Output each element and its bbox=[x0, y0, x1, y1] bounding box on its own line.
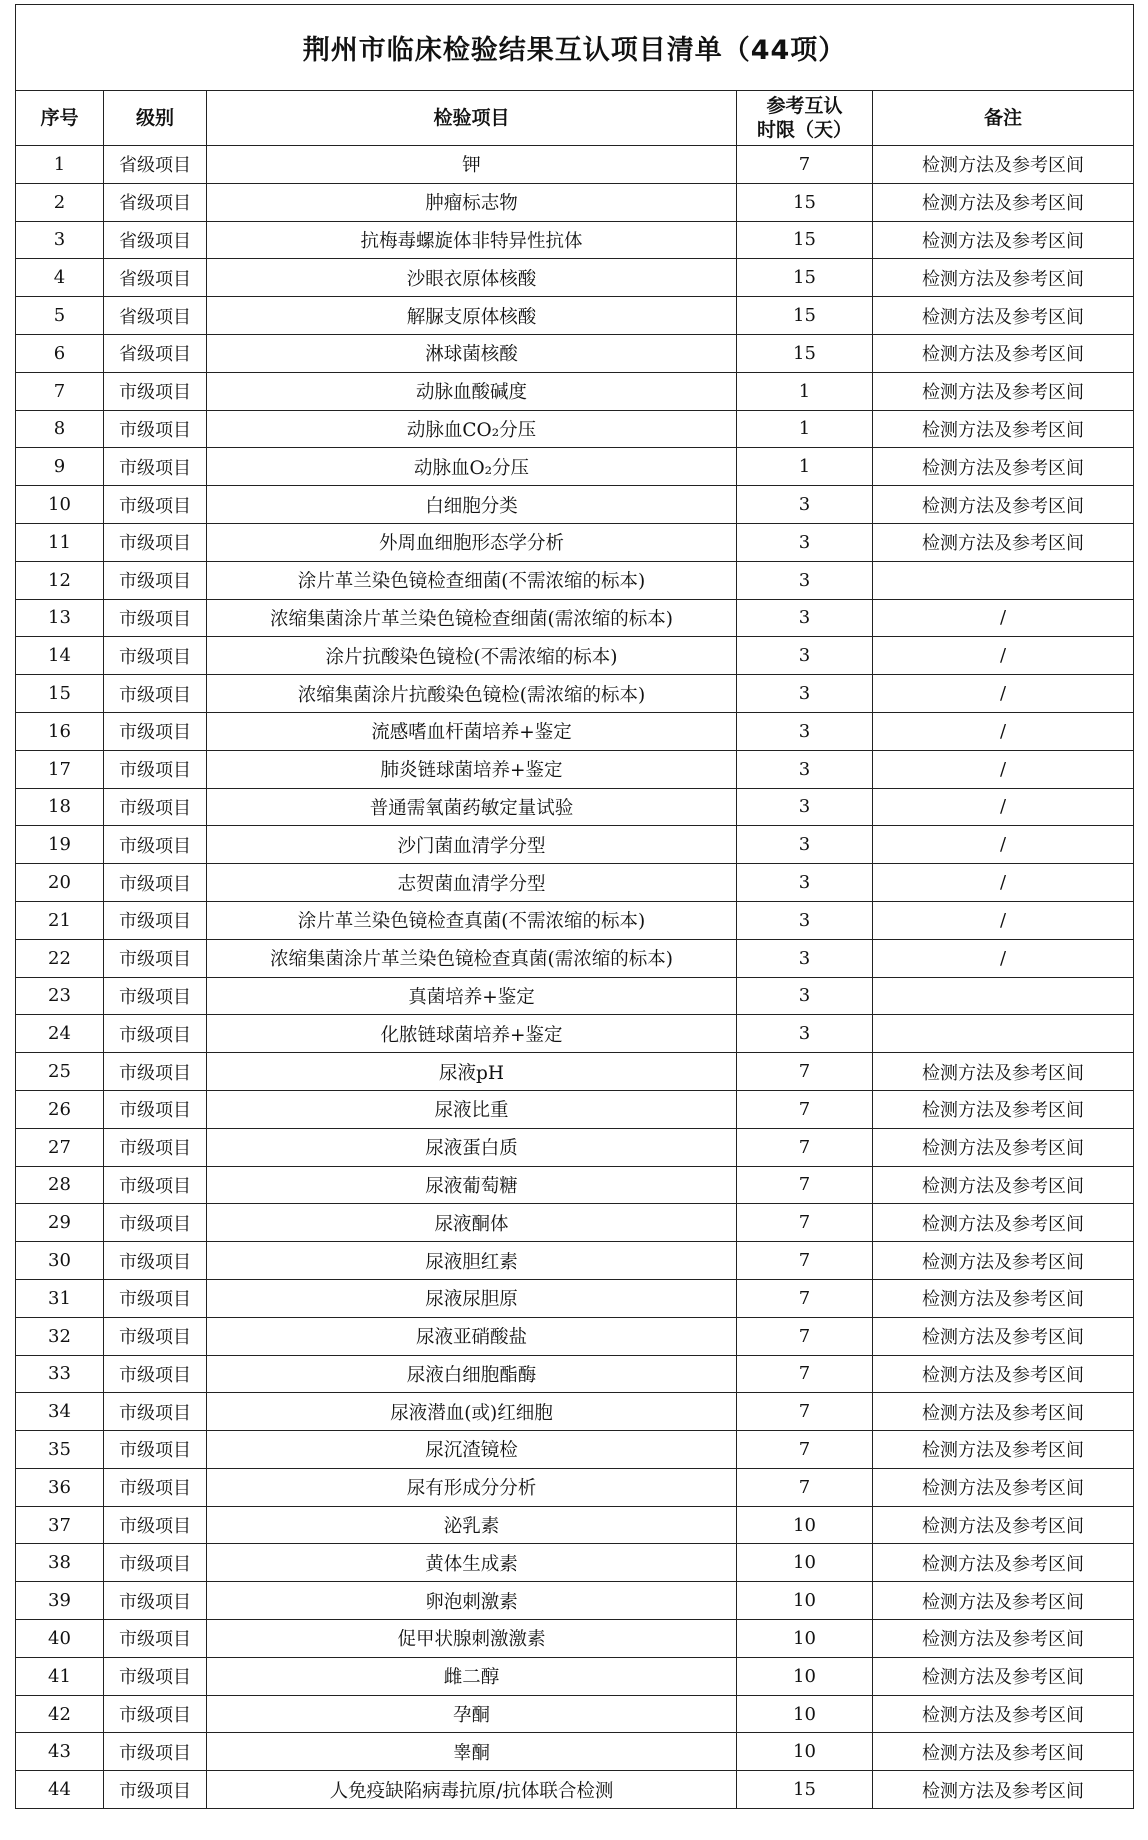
cell-item: 动脉血O₂分压 bbox=[207, 448, 737, 486]
cell-no: 29 bbox=[16, 1204, 104, 1242]
cell-note: 检测方法及参考区间 bbox=[873, 448, 1134, 486]
cell-no: 23 bbox=[16, 977, 104, 1015]
cell-item: 尿液白细胞酯酶 bbox=[207, 1355, 737, 1393]
cell-level: 市级项目 bbox=[104, 788, 207, 826]
cell-no: 22 bbox=[16, 939, 104, 977]
cell-no: 34 bbox=[16, 1393, 104, 1431]
cell-level: 市级项目 bbox=[104, 1468, 207, 1506]
cell-note: 检测方法及参考区间 bbox=[873, 372, 1134, 410]
cell-item: 普通需氧菌药敏定量试验 bbox=[207, 788, 737, 826]
cell-days: 15 bbox=[737, 183, 873, 221]
table-row bbox=[16, 1431, 1134, 1469]
cell-no: 26 bbox=[16, 1090, 104, 1128]
cell-days: 3 bbox=[737, 561, 873, 599]
table-row bbox=[16, 221, 1134, 259]
header-note: 备注 bbox=[873, 91, 1134, 146]
table-row bbox=[16, 259, 1134, 297]
cell-item: 尿有形成分分析 bbox=[207, 1468, 737, 1506]
cell-item: 孕酮 bbox=[207, 1695, 737, 1733]
cell-no: 5 bbox=[16, 297, 104, 335]
cell-no: 18 bbox=[16, 788, 104, 826]
cell-note: 检测方法及参考区间 bbox=[873, 523, 1134, 561]
cell-item: 黄体生成素 bbox=[207, 1544, 737, 1582]
cell-note: 检测方法及参考区间 bbox=[873, 1355, 1134, 1393]
cell-item: 沙门菌血清学分型 bbox=[207, 826, 737, 864]
cell-no: 30 bbox=[16, 1242, 104, 1280]
cell-days: 7 bbox=[737, 1393, 873, 1431]
cell-level: 市级项目 bbox=[104, 826, 207, 864]
cell-level: 市级项目 bbox=[104, 1431, 207, 1469]
cell-item: 尿液胆红素 bbox=[207, 1242, 737, 1280]
cell-no: 43 bbox=[16, 1733, 104, 1771]
cell-item: 浓缩集菌涂片革兰染色镜检查真菌(需浓缩的标本) bbox=[207, 939, 737, 977]
cell-note: 检测方法及参考区间 bbox=[873, 1317, 1134, 1355]
cell-days: 10 bbox=[737, 1695, 873, 1733]
table-body bbox=[16, 146, 1134, 1809]
cell-note: 检测方法及参考区间 bbox=[873, 1393, 1134, 1431]
cell-level: 市级项目 bbox=[104, 523, 207, 561]
cell-no: 24 bbox=[16, 1015, 104, 1053]
cell-no: 7 bbox=[16, 372, 104, 410]
cell-no: 35 bbox=[16, 1431, 104, 1469]
cell-level: 市级项目 bbox=[104, 448, 207, 486]
cell-level: 市级项目 bbox=[104, 1544, 207, 1582]
cell-note: 检测方法及参考区间 bbox=[873, 1128, 1134, 1166]
cell-item: 钾 bbox=[207, 146, 737, 184]
cell-item: 尿液蛋白质 bbox=[207, 1128, 737, 1166]
document-sheet bbox=[15, 4, 1133, 1809]
table-row bbox=[16, 1544, 1134, 1582]
header-days bbox=[737, 91, 873, 146]
cell-days: 15 bbox=[737, 1771, 873, 1809]
cell-level: 市级项目 bbox=[104, 864, 207, 902]
cell-item: 尿液潜血(或)红细胞 bbox=[207, 1393, 737, 1431]
cell-no: 40 bbox=[16, 1620, 104, 1658]
table-row bbox=[16, 297, 1134, 335]
cell-level: 市级项目 bbox=[104, 1733, 207, 1771]
cell-days: 15 bbox=[737, 297, 873, 335]
cell-level: 省级项目 bbox=[104, 221, 207, 259]
table-row bbox=[16, 372, 1134, 410]
cell-no: 15 bbox=[16, 675, 104, 713]
cell-no: 27 bbox=[16, 1128, 104, 1166]
cell-note bbox=[873, 561, 1134, 599]
cell-note: 检测方法及参考区间 bbox=[873, 1242, 1134, 1280]
cell-level: 市级项目 bbox=[104, 712, 207, 750]
table-row bbox=[16, 599, 1134, 637]
cell-days: 3 bbox=[737, 486, 873, 524]
table-row bbox=[16, 939, 1134, 977]
table-row bbox=[16, 1015, 1134, 1053]
cell-note: / bbox=[873, 599, 1134, 637]
table-row bbox=[16, 1317, 1134, 1355]
cell-level: 市级项目 bbox=[104, 1355, 207, 1393]
cell-no: 10 bbox=[16, 486, 104, 524]
cell-item: 尿液比重 bbox=[207, 1090, 737, 1128]
table-row bbox=[16, 146, 1134, 184]
cell-item: 雌二醇 bbox=[207, 1657, 737, 1695]
header-item: 检验项目 bbox=[207, 91, 737, 146]
cell-note bbox=[873, 977, 1134, 1015]
table-row bbox=[16, 410, 1134, 448]
cell-no: 21 bbox=[16, 901, 104, 939]
cell-note: 检测方法及参考区间 bbox=[873, 1279, 1134, 1317]
cell-item: 抗梅毒螺旋体非特异性抗体 bbox=[207, 221, 737, 259]
cell-level: 市级项目 bbox=[104, 675, 207, 713]
cell-no: 1 bbox=[16, 146, 104, 184]
cell-item: 尿沉渣镜检 bbox=[207, 1431, 737, 1469]
cell-days: 3 bbox=[737, 675, 873, 713]
cell-note: 检测方法及参考区间 bbox=[873, 259, 1134, 297]
cell-days: 15 bbox=[737, 334, 873, 372]
cell-item: 肺炎链球菌培养+鉴定 bbox=[207, 750, 737, 788]
cell-level: 市级项目 bbox=[104, 1204, 207, 1242]
cell-days: 7 bbox=[737, 1166, 873, 1204]
cell-no: 12 bbox=[16, 561, 104, 599]
cell-note: 检测方法及参考区间 bbox=[873, 1468, 1134, 1506]
cell-note: / bbox=[873, 939, 1134, 977]
cell-days: 3 bbox=[737, 939, 873, 977]
cell-level: 市级项目 bbox=[104, 561, 207, 599]
cell-days: 3 bbox=[737, 712, 873, 750]
table-row bbox=[16, 1620, 1134, 1658]
cell-level: 市级项目 bbox=[104, 1015, 207, 1053]
table-row bbox=[16, 183, 1134, 221]
cell-item: 浓缩集菌涂片抗酸染色镜检(需浓缩的标本) bbox=[207, 675, 737, 713]
table-row bbox=[16, 788, 1134, 826]
cell-no: 6 bbox=[16, 334, 104, 372]
cell-days: 7 bbox=[737, 1204, 873, 1242]
cell-note: / bbox=[873, 712, 1134, 750]
cell-no: 37 bbox=[16, 1506, 104, 1544]
cell-days: 1 bbox=[737, 372, 873, 410]
cell-no: 20 bbox=[16, 864, 104, 902]
cell-level: 省级项目 bbox=[104, 183, 207, 221]
cell-note: 检测方法及参考区间 bbox=[873, 1657, 1134, 1695]
cell-note: / bbox=[873, 788, 1134, 826]
cell-days: 7 bbox=[737, 1355, 873, 1393]
cell-item: 尿液尿胆原 bbox=[207, 1279, 737, 1317]
table-row bbox=[16, 486, 1134, 524]
cell-no: 38 bbox=[16, 1544, 104, 1582]
table-row bbox=[16, 901, 1134, 939]
cell-no: 25 bbox=[16, 1053, 104, 1091]
table-row bbox=[16, 1090, 1134, 1128]
cell-level: 市级项目 bbox=[104, 1053, 207, 1091]
cell-note: 检测方法及参考区间 bbox=[873, 1053, 1134, 1091]
header-days-line2: 时限（天） bbox=[756, 119, 852, 141]
cell-level: 市级项目 bbox=[104, 1506, 207, 1544]
table-row bbox=[16, 712, 1134, 750]
cell-days: 7 bbox=[737, 146, 873, 184]
cell-no: 39 bbox=[16, 1582, 104, 1620]
cell-item: 尿液葡萄糖 bbox=[207, 1166, 737, 1204]
header-no: 序号 bbox=[16, 91, 104, 146]
cell-level: 省级项目 bbox=[104, 146, 207, 184]
cell-note: 检测方法及参考区间 bbox=[873, 1090, 1134, 1128]
cell-item: 尿液酮体 bbox=[207, 1204, 737, 1242]
cell-item: 解脲支原体核酸 bbox=[207, 297, 737, 335]
table-row bbox=[16, 561, 1134, 599]
cell-no: 32 bbox=[16, 1317, 104, 1355]
cell-level: 市级项目 bbox=[104, 1166, 207, 1204]
cell-days: 10 bbox=[737, 1620, 873, 1658]
cell-note: / bbox=[873, 864, 1134, 902]
cell-days: 3 bbox=[737, 599, 873, 637]
cell-note: 检测方法及参考区间 bbox=[873, 1204, 1134, 1242]
cell-level: 市级项目 bbox=[104, 750, 207, 788]
cell-item: 尿液pH bbox=[207, 1053, 737, 1091]
cell-days: 3 bbox=[737, 826, 873, 864]
cell-level: 市级项目 bbox=[104, 1695, 207, 1733]
cell-level: 市级项目 bbox=[104, 637, 207, 675]
cell-level: 市级项目 bbox=[104, 599, 207, 637]
cell-days: 10 bbox=[737, 1582, 873, 1620]
cell-level: 市级项目 bbox=[104, 1317, 207, 1355]
cell-days: 7 bbox=[737, 1317, 873, 1355]
cell-days: 15 bbox=[737, 221, 873, 259]
cell-no: 36 bbox=[16, 1468, 104, 1506]
table-row bbox=[16, 1657, 1134, 1695]
cell-level: 省级项目 bbox=[104, 259, 207, 297]
cell-days: 10 bbox=[737, 1544, 873, 1582]
cell-note: 检测方法及参考区间 bbox=[873, 1506, 1134, 1544]
cell-item: 志贺菌血清学分型 bbox=[207, 864, 737, 902]
cell-note: 检测方法及参考区间 bbox=[873, 297, 1134, 335]
cell-no: 44 bbox=[16, 1771, 104, 1809]
cell-item: 真菌培养+鉴定 bbox=[207, 977, 737, 1015]
cell-item: 泌乳素 bbox=[207, 1506, 737, 1544]
cell-item: 涂片抗酸染色镜检(不需浓缩的标本) bbox=[207, 637, 737, 675]
cell-item: 人免疫缺陷病毒抗原/抗体联合检测 bbox=[207, 1771, 737, 1809]
cell-no: 11 bbox=[16, 523, 104, 561]
cell-item: 睾酮 bbox=[207, 1733, 737, 1771]
cell-no: 3 bbox=[16, 221, 104, 259]
table-row bbox=[16, 977, 1134, 1015]
table-row bbox=[16, 1506, 1134, 1544]
table-row bbox=[16, 1204, 1134, 1242]
cell-no: 19 bbox=[16, 826, 104, 864]
cell-days: 3 bbox=[737, 864, 873, 902]
cell-level: 市级项目 bbox=[104, 1620, 207, 1658]
cell-no: 4 bbox=[16, 259, 104, 297]
cell-item: 沙眼衣原体核酸 bbox=[207, 259, 737, 297]
cell-note: 检测方法及参考区间 bbox=[873, 221, 1134, 259]
cell-level: 省级项目 bbox=[104, 297, 207, 335]
cell-note: 检测方法及参考区间 bbox=[873, 486, 1134, 524]
cell-level: 市级项目 bbox=[104, 1090, 207, 1128]
table-row bbox=[16, 1053, 1134, 1091]
table-row bbox=[16, 1393, 1134, 1431]
cell-days: 3 bbox=[737, 901, 873, 939]
cell-level: 市级项目 bbox=[104, 1128, 207, 1166]
cell-level: 市级项目 bbox=[104, 1657, 207, 1695]
table-row bbox=[16, 1242, 1134, 1280]
cell-level: 市级项目 bbox=[104, 1279, 207, 1317]
cell-no: 13 bbox=[16, 599, 104, 637]
cell-item: 促甲状腺刺激激素 bbox=[207, 1620, 737, 1658]
cell-item: 卵泡刺激素 bbox=[207, 1582, 737, 1620]
table-row bbox=[16, 523, 1134, 561]
cell-note: 检测方法及参考区间 bbox=[873, 1431, 1134, 1469]
cell-days: 1 bbox=[737, 448, 873, 486]
cell-level: 市级项目 bbox=[104, 977, 207, 1015]
cell-no: 33 bbox=[16, 1355, 104, 1393]
cell-days: 3 bbox=[737, 750, 873, 788]
table-row bbox=[16, 826, 1134, 864]
cell-no: 9 bbox=[16, 448, 104, 486]
cell-days: 7 bbox=[737, 1128, 873, 1166]
cell-days: 7 bbox=[737, 1053, 873, 1091]
table-row bbox=[16, 1279, 1134, 1317]
cell-item: 涂片革兰染色镜检查细菌(不需浓缩的标本) bbox=[207, 561, 737, 599]
table-row bbox=[16, 1733, 1134, 1771]
cell-no: 16 bbox=[16, 712, 104, 750]
cell-days: 10 bbox=[737, 1657, 873, 1695]
cell-days: 15 bbox=[737, 259, 873, 297]
cell-level: 市级项目 bbox=[104, 1582, 207, 1620]
cell-note: 检测方法及参考区间 bbox=[873, 183, 1134, 221]
cell-item: 淋球菌核酸 bbox=[207, 334, 737, 372]
table-row bbox=[16, 1695, 1134, 1733]
cell-level: 市级项目 bbox=[104, 1393, 207, 1431]
cell-note: / bbox=[873, 750, 1134, 788]
cell-note: 检测方法及参考区间 bbox=[873, 1166, 1134, 1204]
cell-note: / bbox=[873, 675, 1134, 713]
table-row bbox=[16, 675, 1134, 713]
table-row bbox=[16, 334, 1134, 372]
cell-no: 8 bbox=[16, 410, 104, 448]
cell-note: 检测方法及参考区间 bbox=[873, 1544, 1134, 1582]
cell-item: 浓缩集菌涂片革兰染色镜检查细菌(需浓缩的标本) bbox=[207, 599, 737, 637]
cell-note bbox=[873, 1015, 1134, 1053]
cell-note: 检测方法及参考区间 bbox=[873, 1771, 1134, 1809]
cell-no: 31 bbox=[16, 1279, 104, 1317]
cell-days: 7 bbox=[737, 1242, 873, 1280]
cell-days: 3 bbox=[737, 788, 873, 826]
cell-no: 2 bbox=[16, 183, 104, 221]
cell-no: 42 bbox=[16, 1695, 104, 1733]
cell-note: 检测方法及参考区间 bbox=[873, 1695, 1134, 1733]
cell-days: 10 bbox=[737, 1506, 873, 1544]
cell-item: 流感嗜血杆菌培养+鉴定 bbox=[207, 712, 737, 750]
document-title: 荆州市临床检验结果互认项目清单（44项） bbox=[16, 5, 1134, 91]
table-row bbox=[16, 1468, 1134, 1506]
cell-days: 3 bbox=[737, 523, 873, 561]
header-level: 级别 bbox=[104, 91, 207, 146]
cell-item: 动脉血CO₂分压 bbox=[207, 410, 737, 448]
cell-level: 市级项目 bbox=[104, 410, 207, 448]
header-days-line1: 参考互认 bbox=[766, 95, 843, 117]
table-row bbox=[16, 448, 1134, 486]
cell-note: 检测方法及参考区间 bbox=[873, 1733, 1134, 1771]
table-row bbox=[16, 864, 1134, 902]
cell-level: 市级项目 bbox=[104, 939, 207, 977]
cell-no: 41 bbox=[16, 1657, 104, 1695]
cell-days: 7 bbox=[737, 1279, 873, 1317]
cell-days: 1 bbox=[737, 410, 873, 448]
table-row bbox=[16, 1355, 1134, 1393]
cell-note: / bbox=[873, 826, 1134, 864]
cell-days: 3 bbox=[737, 1015, 873, 1053]
cell-days: 3 bbox=[737, 637, 873, 675]
cell-level: 市级项目 bbox=[104, 1242, 207, 1280]
table-row bbox=[16, 1128, 1134, 1166]
cell-level: 省级项目 bbox=[104, 334, 207, 372]
cell-no: 17 bbox=[16, 750, 104, 788]
cell-level: 市级项目 bbox=[104, 372, 207, 410]
cell-note: 检测方法及参考区间 bbox=[873, 334, 1134, 372]
cell-no: 14 bbox=[16, 637, 104, 675]
cell-note: 检测方法及参考区间 bbox=[873, 146, 1134, 184]
cell-level: 市级项目 bbox=[104, 901, 207, 939]
table-row bbox=[16, 1771, 1134, 1809]
cell-item: 动脉血酸碱度 bbox=[207, 372, 737, 410]
table-row bbox=[16, 637, 1134, 675]
cell-days: 7 bbox=[737, 1090, 873, 1128]
cell-note: / bbox=[873, 637, 1134, 675]
cell-days: 10 bbox=[737, 1733, 873, 1771]
cell-note: 检测方法及参考区间 bbox=[873, 1582, 1134, 1620]
cell-level: 市级项目 bbox=[104, 486, 207, 524]
table-row bbox=[16, 1582, 1134, 1620]
cell-level: 市级项目 bbox=[104, 1771, 207, 1809]
cell-item: 肿瘤标志物 bbox=[207, 183, 737, 221]
cell-item: 涂片革兰染色镜检查真菌(不需浓缩的标本) bbox=[207, 901, 737, 939]
cell-item: 尿液亚硝酸盐 bbox=[207, 1317, 737, 1355]
cell-item: 化脓链球菌培养+鉴定 bbox=[207, 1015, 737, 1053]
cell-item: 白细胞分类 bbox=[207, 486, 737, 524]
cell-note: / bbox=[873, 901, 1134, 939]
cell-days: 3 bbox=[737, 977, 873, 1015]
cell-note: 检测方法及参考区间 bbox=[873, 410, 1134, 448]
table-row bbox=[16, 1166, 1134, 1204]
table-header-row bbox=[16, 91, 1134, 146]
cell-days: 7 bbox=[737, 1431, 873, 1469]
cell-note: 检测方法及参考区间 bbox=[873, 1620, 1134, 1658]
cell-item: 外周血细胞形态学分析 bbox=[207, 523, 737, 561]
item-list-table bbox=[15, 4, 1134, 1809]
table-row bbox=[16, 750, 1134, 788]
cell-days: 7 bbox=[737, 1468, 873, 1506]
cell-no: 28 bbox=[16, 1166, 104, 1204]
